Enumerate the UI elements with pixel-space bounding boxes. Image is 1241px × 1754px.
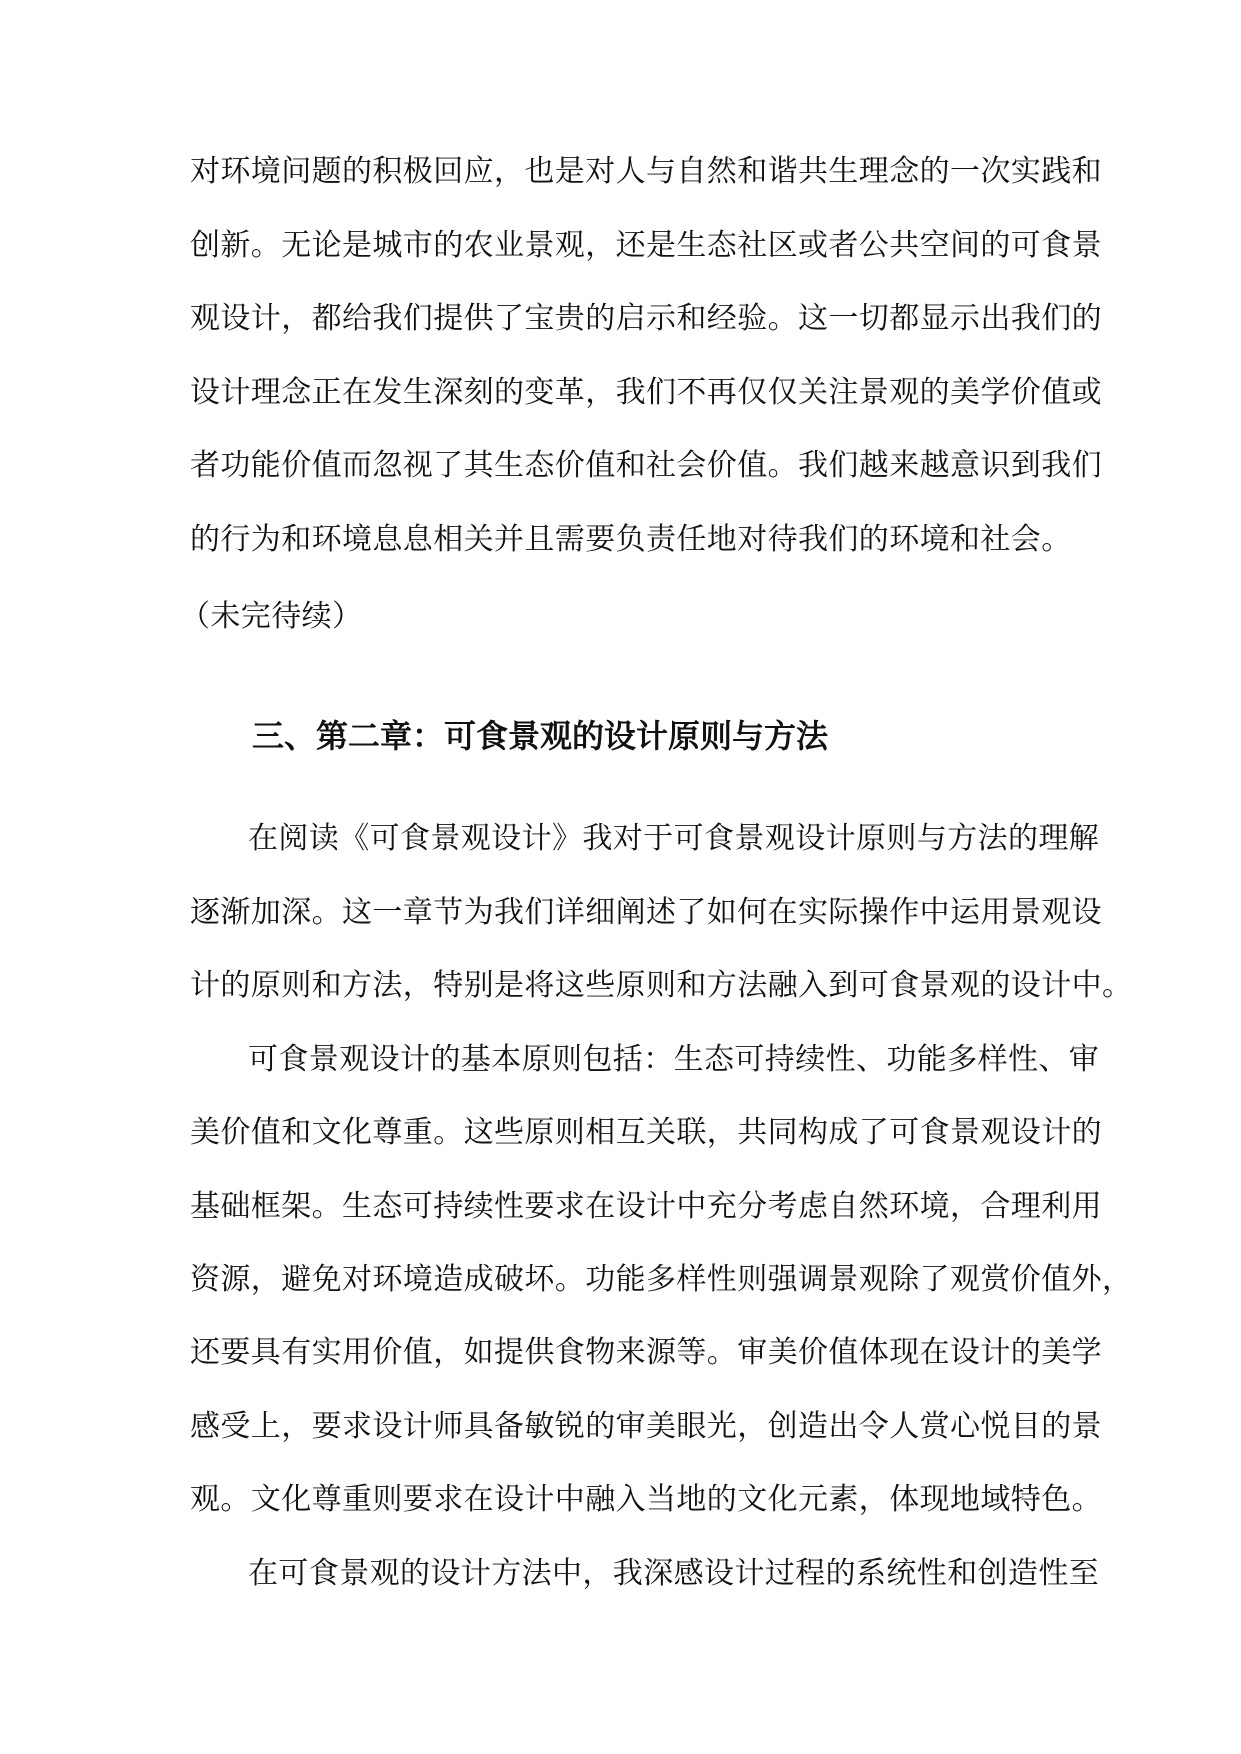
section-line: 基础框架。生态可持续性要求在设计中充分考虑自然环境，合理利用	[190, 1189, 1102, 1224]
paragraph-line: 观设计，都给我们提供了宝贵的启示和经验。这一切都显示出我们的	[190, 301, 1102, 336]
continuation-note: （未完待续）	[180, 599, 363, 634]
chapter-heading: 三、第二章：可食景观的设计原则与方法	[252, 717, 829, 755]
section-line: 感受上，要求设计师具备敏锐的审美眼光，创造出令人赏心悦目的景	[190, 1409, 1102, 1444]
section-line: 还要具有实用价值，如提供食物来源等。审美价值体现在设计的美学	[190, 1335, 1102, 1370]
paragraph-line: 创新。无论是城市的农业景观，还是生态社区或者公共空间的可食景	[190, 228, 1102, 263]
section-line: 观。文化尊重则要求在设计中融入当地的文化元素，体现地域特色。	[190, 1482, 1102, 1517]
section-line: 可食景观设计的基本原则包括：生态可持续性、功能多样性、审	[248, 1042, 1100, 1077]
paragraph-line: 的行为和环境息息相关并且需要负责任地对待我们的环境和社会。	[190, 522, 1072, 557]
paragraph-line: 对环境问题的积极回应，也是对人与自然和谐共生理念的一次实践和	[190, 154, 1102, 189]
paragraph-line: 设计理念正在发生深刻的变革，我们不再仅仅关注景观的美学价值或	[190, 375, 1102, 410]
section-line: 美价值和文化尊重。这些原则相互关联，共同构成了可食景观设计的	[190, 1115, 1102, 1150]
section-line: 资源，避免对环境造成破坏。功能多样性则强调景观除了观赏价值外，	[190, 1262, 1133, 1297]
paragraph-line: 者功能价值而忽视了其生态价值和社会价值。我们越来越意识到我们	[190, 448, 1102, 483]
section-line: 计的原则和方法，特别是将这些原则和方法融入到可食景观的设计中。	[190, 968, 1133, 1003]
section-line: 在可食景观的设计方法中，我深感设计过程的系统性和创造性至	[248, 1556, 1100, 1591]
section-line: 在阅读《可食景观设计》我对于可食景观设计原则与方法的理解	[248, 821, 1100, 856]
section-line: 逐渐加深。这一章节为我们详细阐述了如何在实际操作中运用景观设	[190, 895, 1102, 930]
